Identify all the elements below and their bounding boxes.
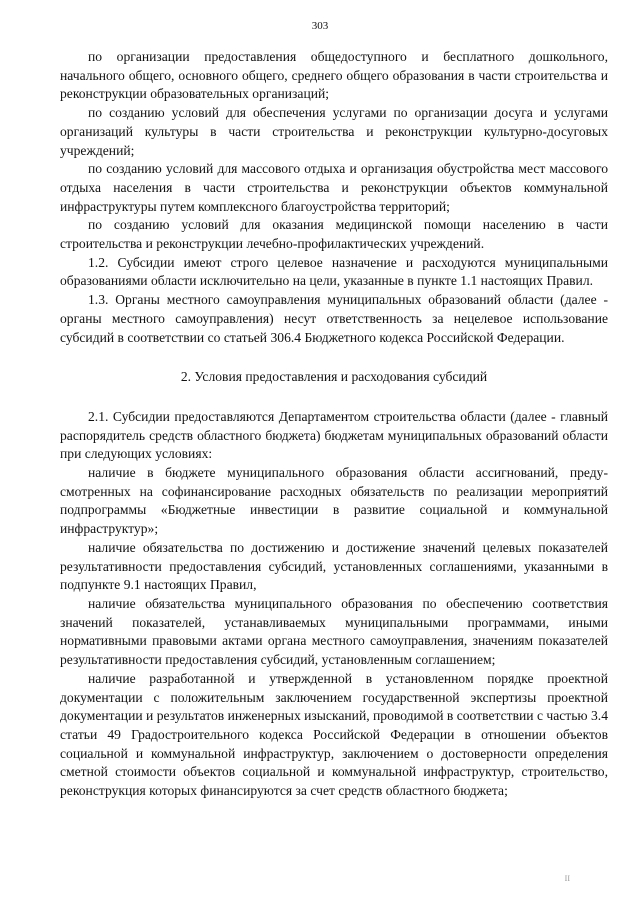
corner-mark: II: [564, 874, 570, 883]
document-body: [60, 48, 608, 801]
paragraph-clause-1-3: 1.3. Органы местного самоуправления муниципальных образований области (далее - органы местного самоуправления) несут ответственность за нецелевое использование субсидий в соответствии со статьей 306.4 Бюджетного кодекса Российской Федерации.: [60, 292, 608, 345]
paragraph-preschool-education: по организации предоставления общедоступного и бесплатного дошкольного, начального общего, основного общего, среднего общего образования в части строительства и реконструкции образовательных организаций;: [60, 49, 608, 102]
paragraph-condition-targets: наличие обязательства по достижению и достижение значений целевых показателей результативности предоставления субсидий, установленных соглашениями, указанными в подпункте 9.1 настоящих Правил,: [60, 539, 608, 593]
paragraph-clause-2-1: 2.1. Субсидии предоставляются Департаментом строительства области (далее - главный распорядитель средств областного бюджета) бюджетам муниципальных образований области при следующих условиях:: [60, 408, 608, 462]
paragraph-condition-indicators: наличие обязательства муниципального образования по обеспечению соответствия значений показателей, устанавливаемых муниципальными программами, иными нормативными правовыми актами органа местного самоуправления, значениям показателей результативности предоставления субсидий, установленным соглашением;: [60, 595, 608, 668]
paragraph-mass-recreation: по созданию условий для массового отдыха и организация обустройства мест массового отдыха населения в части строительства и реконструкции объектов коммунальной инфраструктуры путем комплексного благоустройства территорий;: [60, 161, 608, 214]
paragraph-clause-1-2: 1.2. Субсидии имеют строго целевое назначение и расходуются муниципальными образованиями области исключительно на цели, указанные в пункте 1.1 настоящих Правил.: [60, 254, 608, 289]
paragraph-condition-budget: наличие в бюджете муниципального образования области ассигнований, предусмотренных на софинансирование расходных обязательств по реализации мероприятий подпрограммы «Бюджетные инвестиции в развитие социальной и коммунальной инфраструктур»;: [60, 465, 608, 537]
section-heading: 2. Условия предоставления и расходования субсидий: [180, 369, 488, 385]
paragraph-condition-documentation: наличие разработанной и утвержденной в установленном порядке проектной документации с положительным заключением государственной экспертизы проектной документации и результатов инженерных изысканий, проводимой в соответствии с частью 3.4 статьи 49 Градостроительного кодекса Российской Федерации в отношении объектов социальной и коммунальной инфраструктур, заключением о достоверности определения сметной стоимости объектов социальной и коммунальной инфраструктур, строительство, реконструкция которых финансируются за счет средств областного бюджета;: [60, 670, 608, 799]
page-number: 303: [311, 20, 329, 32]
paragraph-medical-care: по созданию условий для оказания медицинской помощи населению в части строительства и реконструкции лечебно-профилактических учреждений.: [60, 217, 608, 252]
paragraph-culture-leisure: по созданию условий для обеспечения услугами по организации досуга и услугами организаций культуры в части строительства и реконструкции культурно-досуговых учреждений;: [60, 105, 608, 158]
